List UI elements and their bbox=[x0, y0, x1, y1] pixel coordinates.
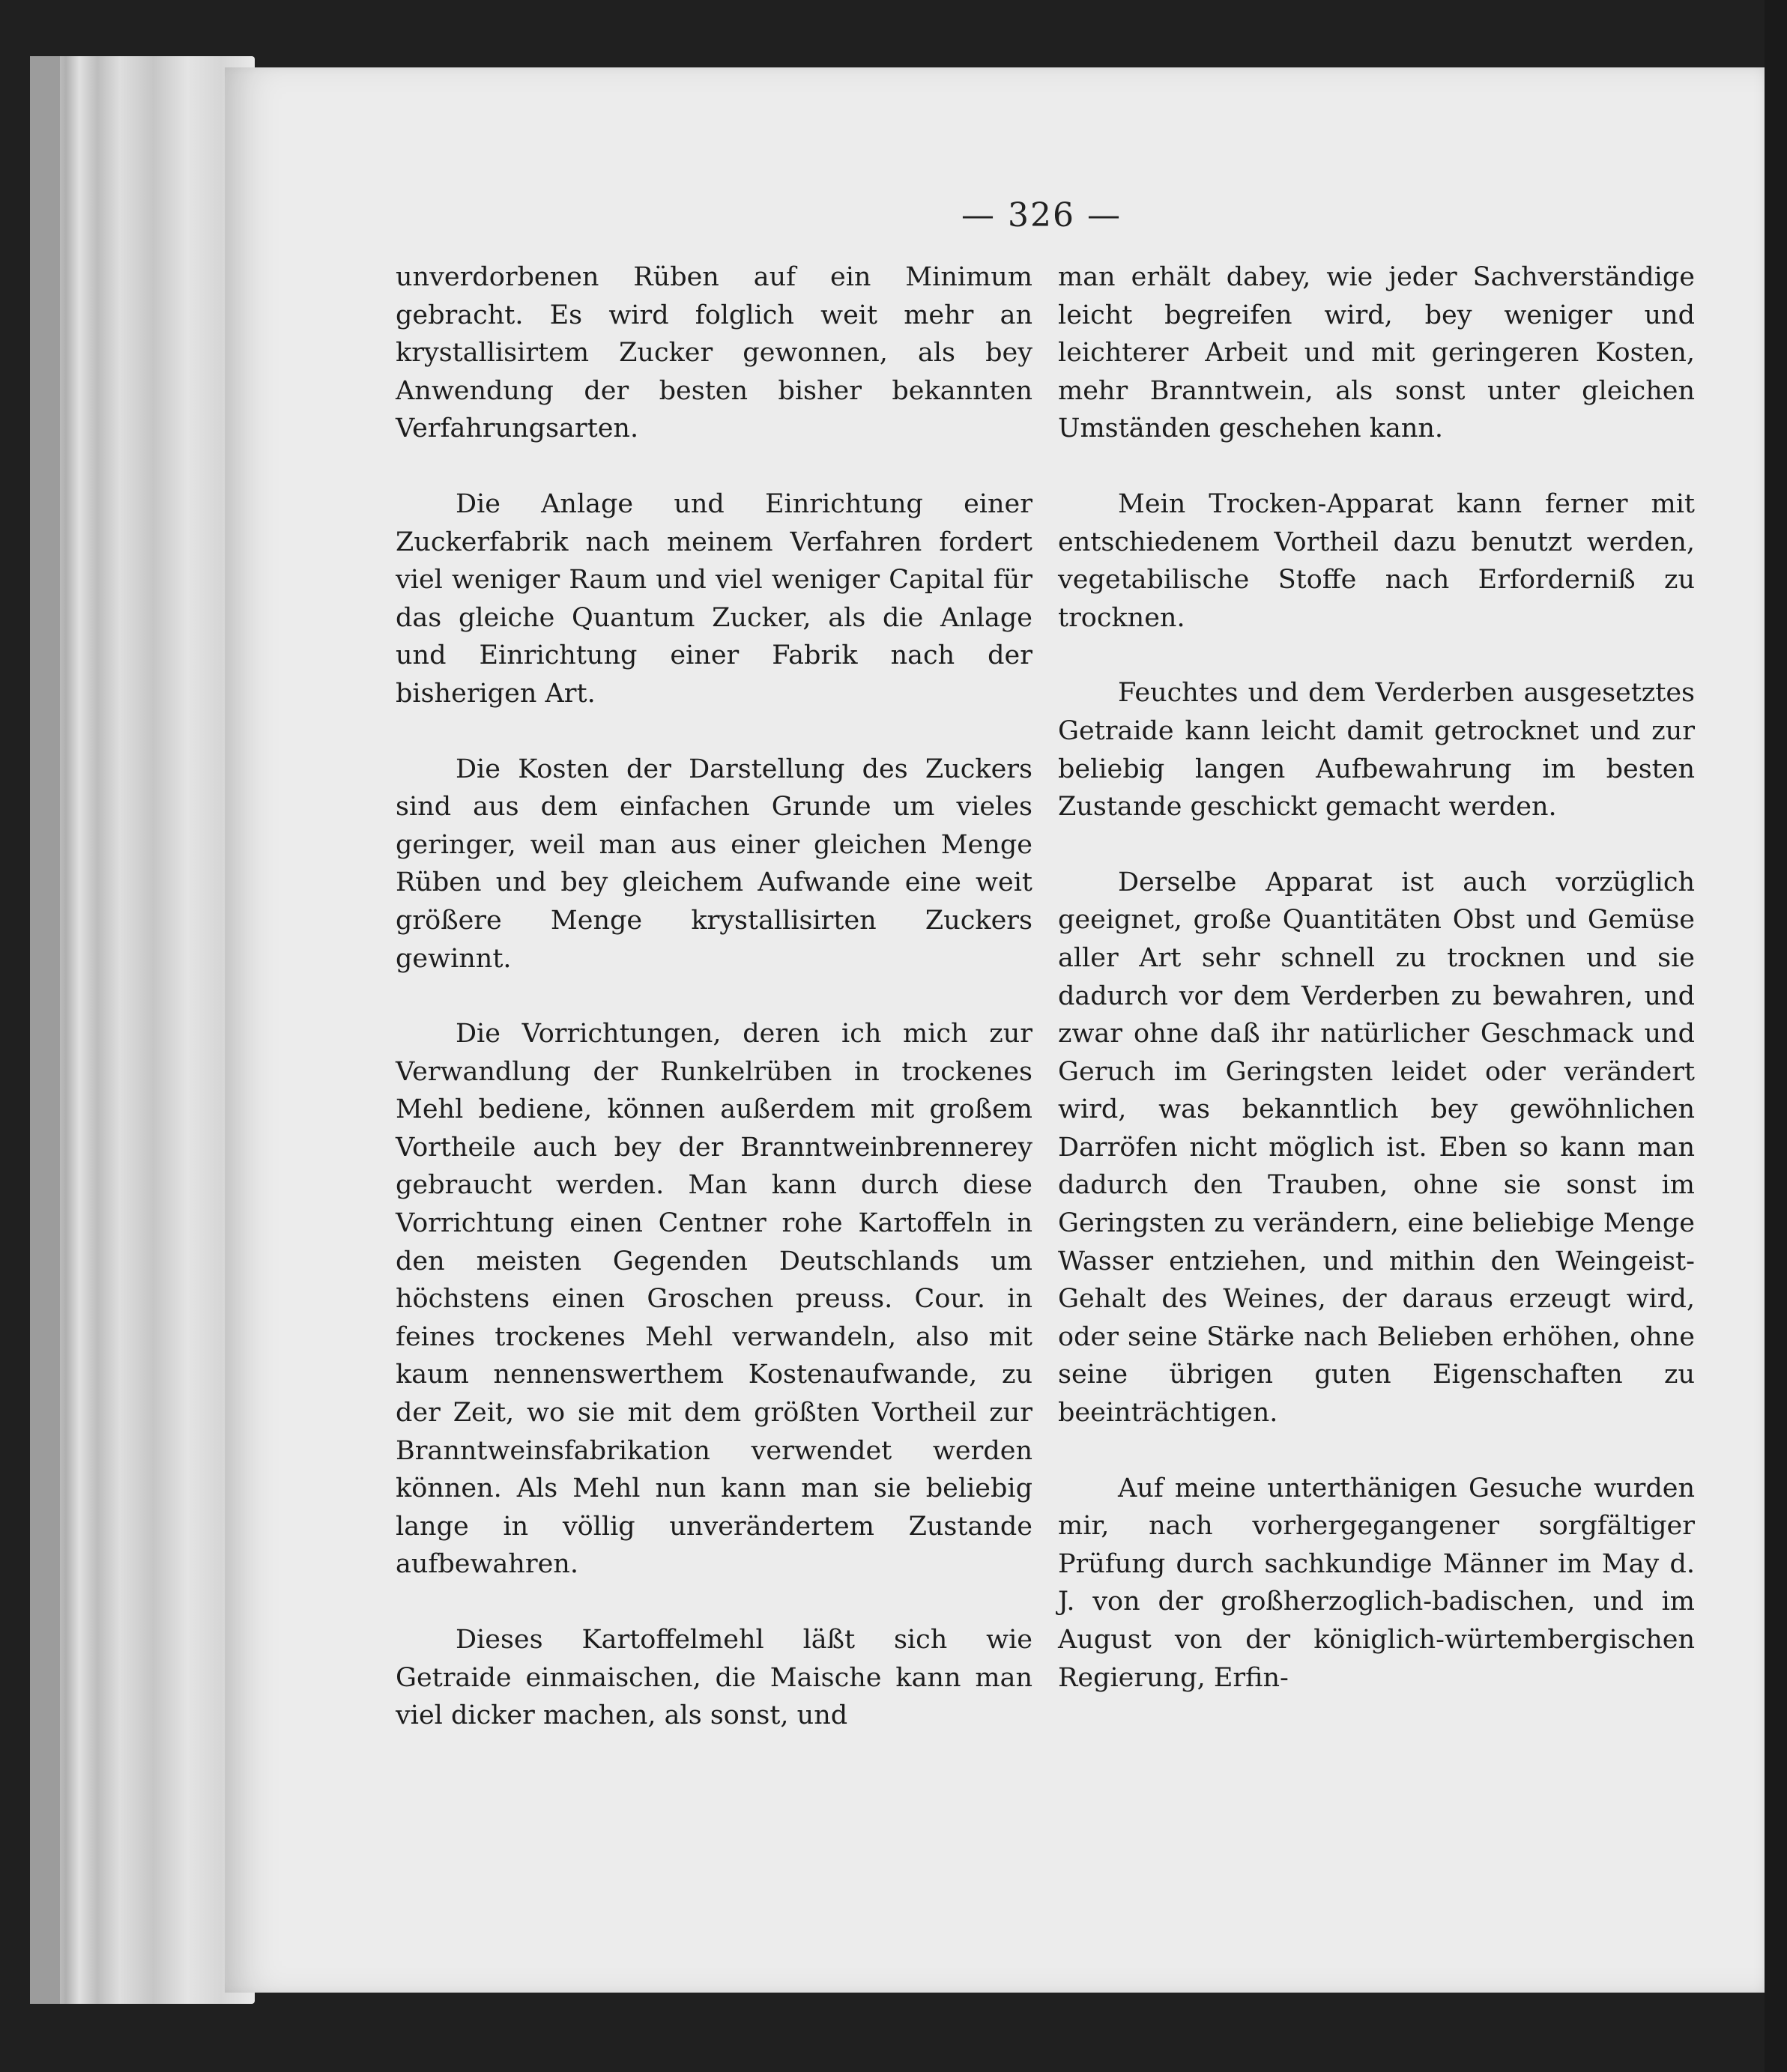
book-page-edges bbox=[30, 56, 255, 2004]
right-column bbox=[1058, 258, 1695, 1734]
gutter-shadow bbox=[1765, 0, 1787, 2072]
left-column bbox=[396, 258, 1032, 1772]
paragraph: Mein Trocken-Apparat kann ferner mit entschiedenem Vortheil dazu benutzt werden, vegetabilische Stoffe nach Erforderniß zu trocknen. bbox=[1058, 488, 1695, 633]
paragraph: man erhält dabey, wie jeder Sachverständige leicht begreifen wird, bey weniger und leichterer Arbeit und mit geringeren Kosten, mehr Branntwein, als sonst unter gleichen Umständen geschehen kann. bbox=[1058, 262, 1695, 444]
paragraph: Feuchtes und dem Verderben ausgesetztes Getraide kann leicht damit getrocknet und zur beliebig langen Aufbewahrung im besten Zustande geschickt gemacht werden. bbox=[1058, 678, 1695, 823]
paragraph: Die Kosten der Darstellung des Zuckers sind aus dem einfachen Grunde um vieles geringer, weil man aus einer gleichen Menge Rüben und bey gleichem Aufwande eine weit größere Menge krystallisirten Zuckers gewinnt. bbox=[396, 754, 1032, 974]
paragraph: Die Anlage und Einrichtung einer Zuckerfabrik nach meinem Verfahren fordert viel weniger Raum und viel weniger Capital für das gleiche Quantum Zucker, als die Anlage und Einrichtung einer Fabrik nach der bisherigen Art. bbox=[396, 488, 1032, 709]
paragraph: Derselbe Apparat ist auch vorzüglich geeignet, große Quantitäten Obst und Gemüse aller Art sehr schnell zu trocknen und sie dadurch vor dem Verderben zu bewahren, und zwar ohne daß ihr natürlicher Geschmack und Geruch im Geringsten leidet oder verändert wird, was bekanntlich bey gewöhnlichen Darröfen nicht möglich ist. Eben so kann man dadurch den Trauben, ohne sie sonst im Geringsten zu verändern, eine beliebige Menge Wasser entziehen, und mithin den Weingeist-Gehalt des Weines, der daraus erzeugt wird, oder seine Stärke nach Belieben erhöhen, ohne seine übrigen guten Eigenschaften zu beeinträchtigen. bbox=[1058, 867, 1695, 1429]
paragraph: Auf meine unterthänigen Gesuche wurden mir, nach vorhergegangener sorgfältiger Prüfung durch sachkundige Männer im May d. J. von der großherzoglich-badischen, und im August von der königlich-würtembergischen Regierung, Erfin- bbox=[1058, 1473, 1695, 1693]
book-cover-edge bbox=[30, 56, 60, 2004]
paragraph: Die Vorrichtungen, deren ich mich zur Verwandlung der Runkelrüben in trockenes Mehl bediene, können außerdem mit großem Vortheile auch bey der Branntweinbrennerey gebraucht werden. Man kann durch diese Vorrichtung einen Centner rohe Kartoffeln in den meisten Gegenden Deutschlands um höchstens einen Groschen preuss. Cour. in feines trockenes Mehl verwandeln, also mit kaum nennenswerthem Kostenaufwande, zu der Zeit, wo sie mit dem größten Vortheil zur Branntweinsfabrikation verwendet werden können. Als Mehl nun kann man sie beliebig lange in völlig unverändertem Zustande aufbewahren. bbox=[396, 1019, 1032, 1580]
paragraph: unverdorbenen Rüben auf ein Minimum gebracht. Es wird folglich weit mehr an krystallisirtem Zucker gewonnen, als bey Anwendung der besten bisher bekannten Verfahrungsarten. bbox=[396, 262, 1032, 444]
page-number: — 326 — bbox=[961, 196, 1122, 234]
paragraph: Dieses Kartoffelmehl läßt sich wie Getraide einmaischen, die Maische kann man viel dicker machen, als sonst, und bbox=[396, 1625, 1032, 1731]
